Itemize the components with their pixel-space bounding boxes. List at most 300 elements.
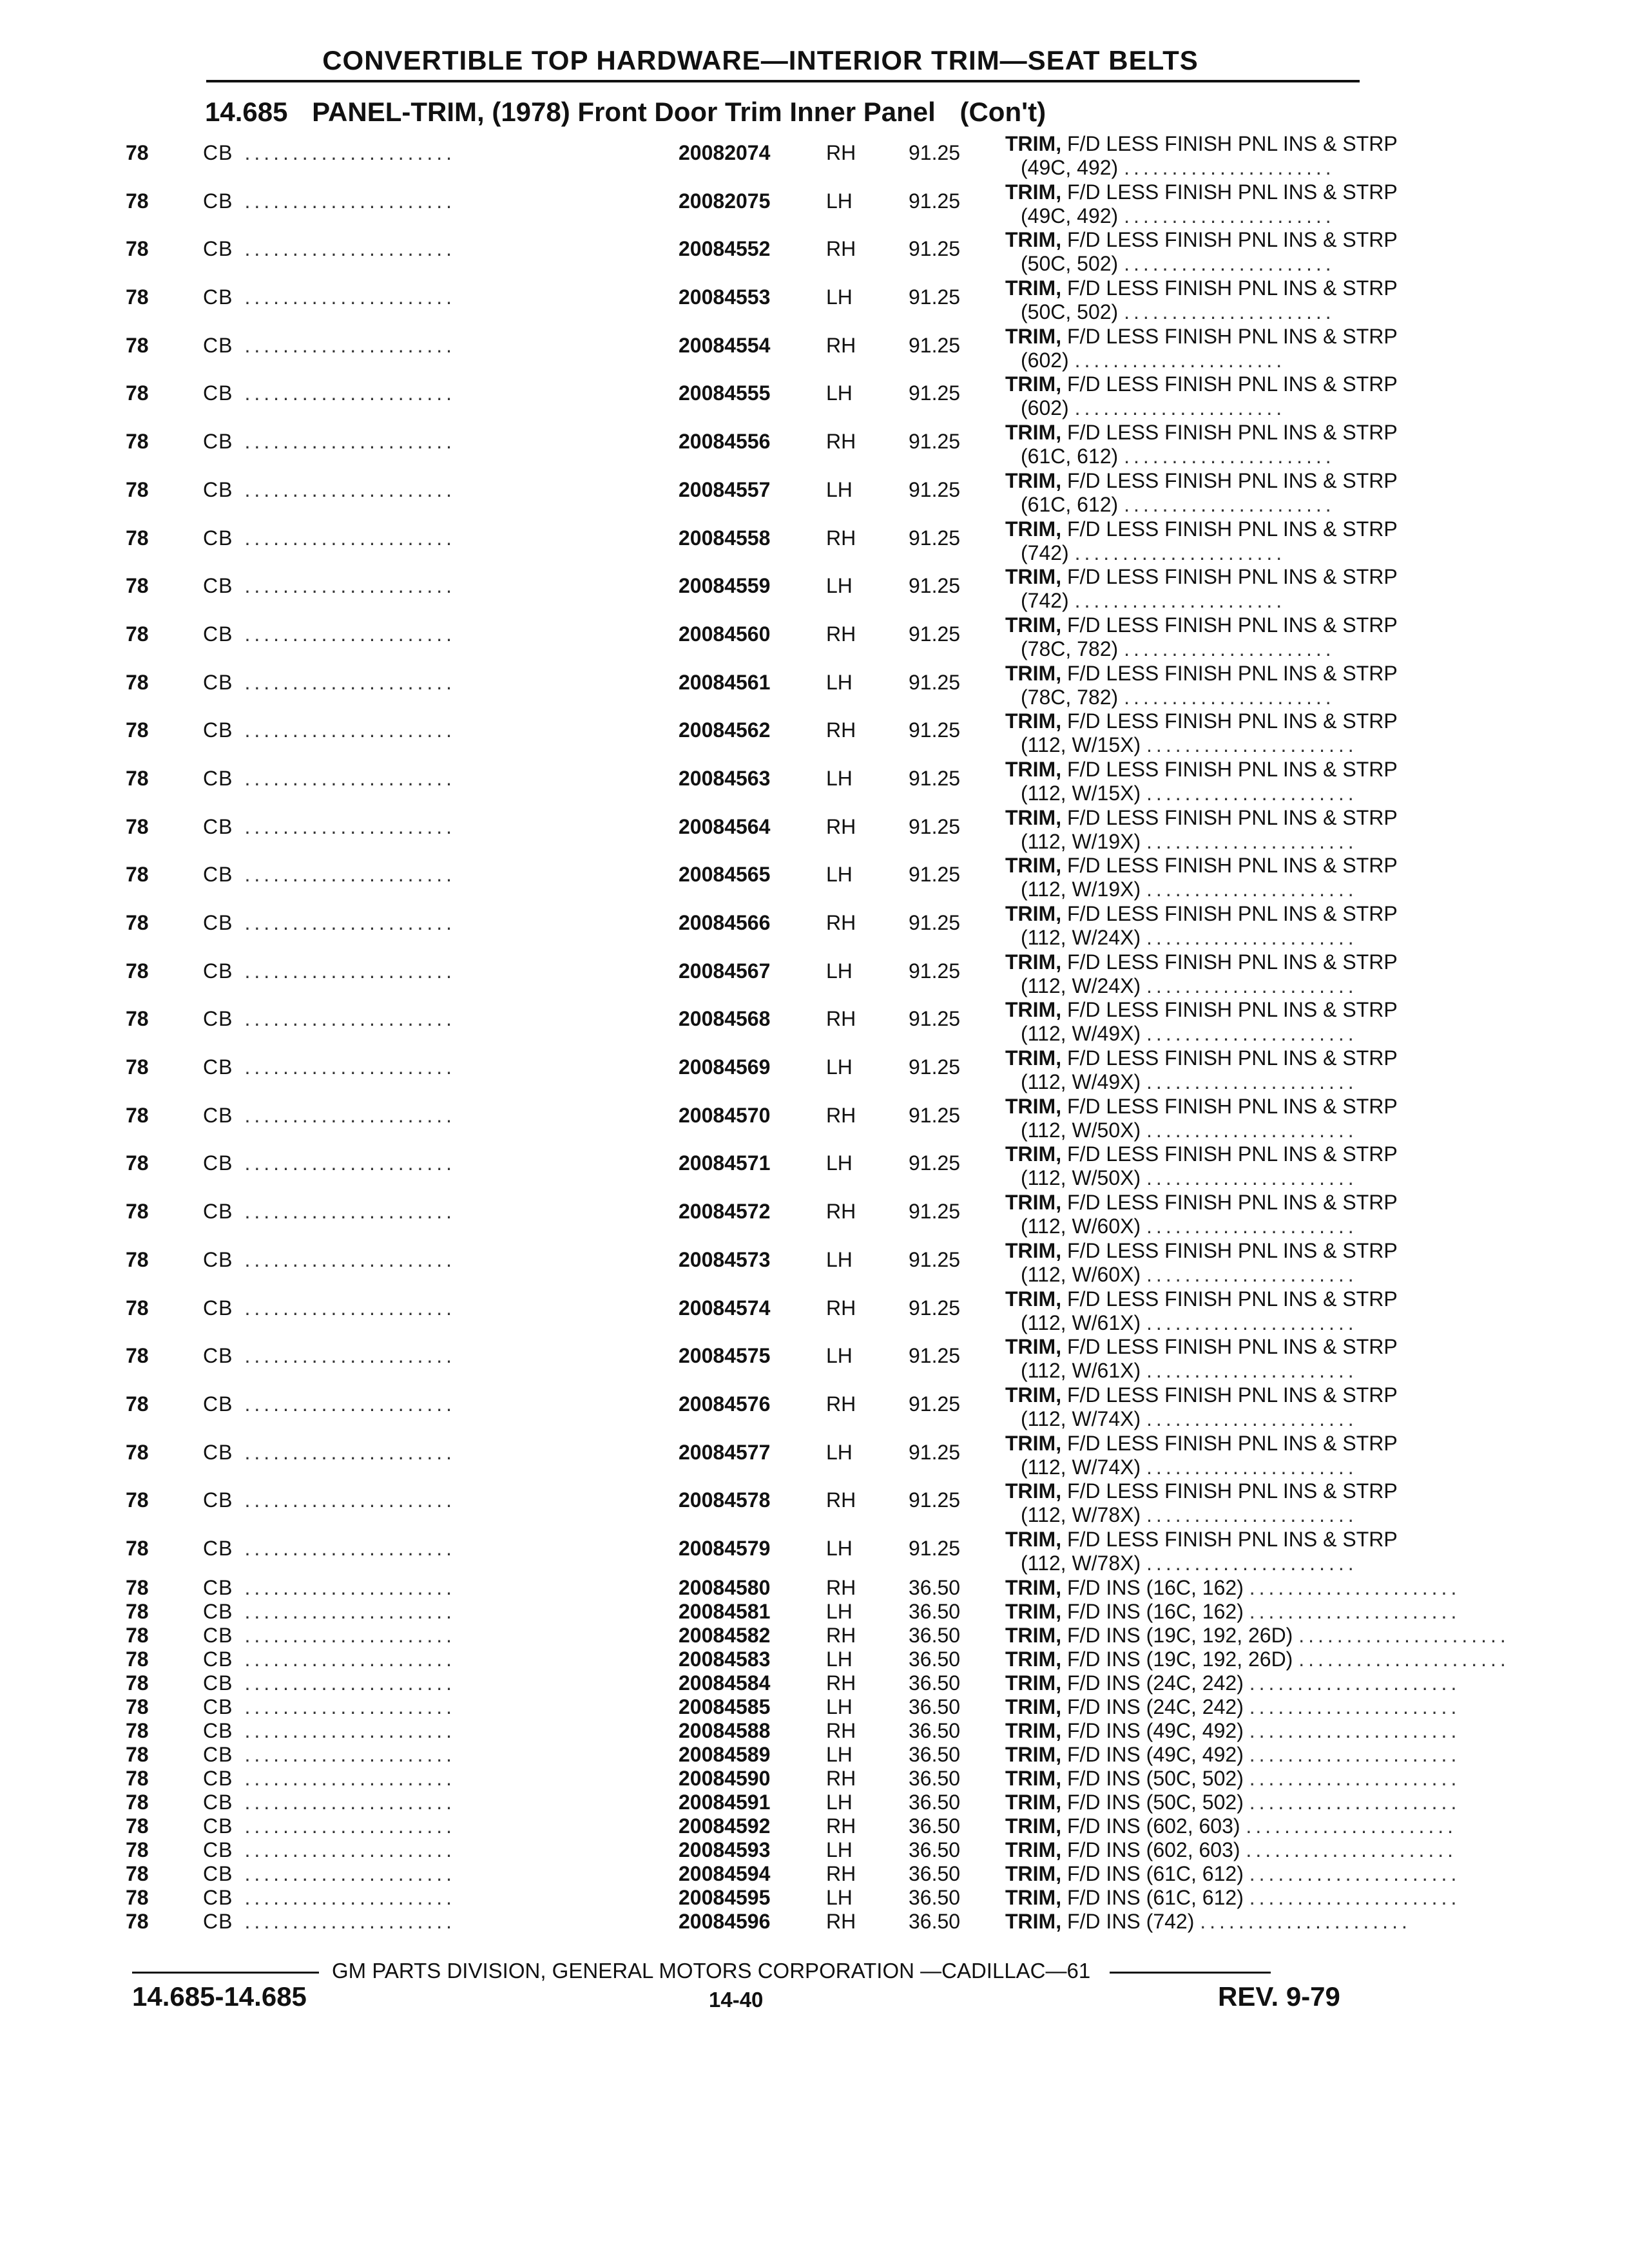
row-desc-text: F/D LESS FINISH PNL INS & STRP [1061,950,1398,974]
row-price: 91.25 [909,574,961,598]
row-description [883,372,1398,420]
footer-rule-left [132,1972,319,1974]
dot-leader: ...................... [244,477,456,501]
table-row [126,1287,1398,1336]
row-description [883,1647,1510,1671]
row-year: 78 [126,1007,149,1031]
table-row [126,1191,1398,1239]
row-desc-codes: (112, W/49X) [1021,1070,1141,1094]
row-description [883,1527,1398,1575]
section-title: PANEL-TRIM, (1978) Front Door Trim Inner Panel [312,97,936,127]
row-description [883,661,1398,709]
row-price: 91.25 [909,189,961,213]
dot-leader: ...................... [244,1861,456,1885]
dot-leader: ...................... [1124,685,1335,709]
row-desc-text: F/D INS (16C, 162) [1061,1575,1244,1599]
row-price: 91.25 [909,477,961,501]
table-row [126,902,1398,950]
row-desc-keyword: TRIM, [1005,902,1062,925]
row-desc-text: F/D INS (602, 603) [1061,1814,1240,1838]
row-desc-keyword: TRIM, [1005,372,1062,396]
row-part-number: 20084580 [679,1575,771,1599]
row-part-number: 20084584 [679,1671,771,1695]
row-side: RH [826,1007,856,1031]
footer-page-number: 14-40 [709,1988,764,2012]
row-part-number: 20084581 [679,1599,771,1623]
row-desc-codes: (112, W/60X) [1021,1262,1141,1286]
row-model: CB ...................... [203,1909,456,1933]
row-year: 78 [126,1055,149,1079]
row-desc-text: F/D LESS FINISH PNL INS & STRP [1061,805,1398,829]
row-model: CB ...................... [203,670,456,694]
dot-leader: ...................... [1146,1407,1358,1430]
row-desc-keyword: TRIM, [1005,517,1062,541]
row-part-number: 20084579 [679,1536,771,1560]
dot-leader: ...................... [1249,1790,1461,1814]
row-side: RH [826,814,856,838]
row-side: LH [826,863,853,887]
row-price: 36.50 [909,1647,961,1671]
row-description [883,757,1398,805]
row-desc-text: F/D INS (19C, 192, 26D) [1061,1647,1293,1671]
row-price: 91.25 [909,1344,961,1368]
dot-leader: ...................... [1146,1503,1358,1527]
row-desc-text: F/D LESS FINISH PNL INS & STRP [1061,1094,1398,1118]
row-side: RH [826,1814,856,1838]
row-description [883,1718,1461,1742]
dot-leader: ...................... [1146,1022,1358,1046]
dot-leader: ...................... [1124,252,1335,276]
row-year: 78 [126,766,149,790]
row-desc-codes: (61C, 612) [1021,492,1119,516]
row-side: LH [826,1344,853,1368]
dot-leader: ...................... [244,237,456,261]
table-row [126,324,1398,373]
row-year: 78 [126,1344,149,1368]
row-desc-keyword: TRIM, [1005,1814,1062,1838]
section-suffix: (Con't) [959,97,1046,127]
section-heading [205,97,1063,128]
dot-leader: ...................... [1249,1718,1461,1742]
row-part-number: 20084552 [679,237,771,261]
dot-leader: ...................... [244,1151,456,1175]
row-part-number: 20084577 [679,1440,771,1464]
row-desc-text: F/D LESS FINISH PNL INS & STRP [1061,1191,1398,1215]
row-price: 91.25 [909,718,961,742]
row-desc-codes: (112, W/15X) [1021,781,1141,805]
row-price: 36.50 [909,1742,961,1766]
row-year: 78 [126,189,149,213]
row-desc-text: F/D LESS FINISH PNL INS & STRP [1061,1431,1398,1455]
row-side: RH [826,1575,856,1599]
row-model: CB ...................... [203,814,456,838]
footer-revision: REV. 9-79 [1218,1981,1340,2012]
row-part-number: 20084593 [679,1838,771,1861]
row-description [883,276,1398,324]
row-year: 78 [126,622,149,646]
dot-leader: ...................... [244,189,456,213]
row-model: CB ...................... [203,285,456,309]
row-desc-codes: (602) [1021,396,1069,420]
row-desc-text: F/D LESS FINISH PNL INS & STRP [1061,468,1398,492]
dot-leader: ...................... [244,1671,456,1695]
footer-publisher-line [132,1959,1360,1983]
row-desc-keyword: TRIM, [1005,565,1062,589]
row-desc-text: F/D LESS FINISH PNL INS & STRP [1061,565,1398,589]
row-desc-keyword: TRIM, [1005,1383,1062,1407]
row-desc-keyword: TRIM, [1005,1335,1062,1359]
row-model: CB ...................... [203,477,456,501]
row-side: RH [826,333,856,357]
row-year: 78 [126,1718,149,1742]
dot-leader: ...................... [1124,156,1335,179]
row-model: CB ...................... [203,766,456,790]
row-desc-text: F/D LESS FINISH PNL INS & STRP [1061,132,1398,155]
row-side: RH [826,1488,856,1512]
row-model: CB ...................... [203,1200,456,1224]
dot-leader: ...................... [1146,974,1358,997]
row-side: RH [826,1296,856,1320]
row-description [883,1742,1461,1766]
row-description [883,1623,1510,1647]
row-side: LH [826,574,853,598]
row-description [883,950,1398,998]
row-desc-keyword: TRIM, [1005,950,1062,974]
row-model: CB ...................... [203,333,456,357]
row-price: 91.25 [909,959,961,983]
dot-leader: ...................... [1200,1909,1411,1933]
row-desc-codes: (112, W/78X) [1021,1551,1141,1575]
row-price: 91.25 [909,814,961,838]
dot-leader: ...................... [1146,1311,1358,1334]
row-year: 78 [126,237,149,261]
page-title: CONVERTIBLE TOP HARDWARE—INTERIOR TRIM—SEAT BELTS [322,45,1199,75]
row-desc-keyword: TRIM, [1005,854,1062,878]
row-year: 78 [126,1200,149,1224]
row-price: 36.50 [909,1599,961,1623]
dot-leader: ...................... [1074,396,1286,420]
row-side: LH [826,1695,853,1718]
row-description [883,228,1398,276]
row-price: 91.25 [909,381,961,405]
row-desc-codes: (112, W/50X) [1021,1118,1141,1142]
table-row [126,709,1398,758]
row-price: 91.25 [909,1151,961,1175]
row-year: 78 [126,1488,149,1512]
dot-leader: ...................... [244,1790,456,1814]
row-side: RH [826,1623,856,1647]
title-rule [206,80,1360,82]
row-price: 36.50 [909,1766,961,1790]
row-part-number: 20084557 [679,477,771,501]
dot-leader: ...................... [244,814,456,838]
row-year: 78 [126,1885,149,1909]
row-year: 78 [126,526,149,550]
dot-leader: ...................... [244,1103,456,1127]
dot-leader: ...................... [244,1247,456,1271]
row-description [883,421,1398,468]
row-desc-codes: (112, W/74X) [1021,1455,1141,1479]
row-year: 78 [126,959,149,983]
table-row [126,565,1398,613]
row-desc-codes: (112, W/74X) [1021,1407,1141,1430]
table-row [126,372,1398,421]
dot-leader: ...................... [1146,1359,1358,1383]
row-description [883,1383,1398,1431]
row-desc-text: F/D INS (61C, 612) [1061,1885,1244,1909]
row-side: LH [826,1647,853,1671]
dot-leader: ...................... [1249,1599,1461,1623]
row-desc-text: F/D LESS FINISH PNL INS & STRP [1061,276,1398,300]
row-price: 91.25 [909,622,961,646]
row-desc-codes: (50C, 502) [1021,252,1119,276]
row-description [883,1599,1461,1623]
table-row [126,1238,1398,1287]
table-row [126,421,1398,469]
row-year: 78 [126,1623,149,1647]
row-description [883,805,1398,854]
row-model: CB ...................... [203,1695,456,1718]
row-description [883,709,1398,757]
row-desc-codes: (112, W/15X) [1021,733,1141,757]
row-part-number: 20084559 [679,574,771,598]
row-model: CB ...................... [203,911,456,934]
row-part-number: 20084553 [679,285,771,309]
row-side: RH [826,911,856,934]
row-desc-keyword: TRIM, [1005,1909,1062,1933]
row-desc-text: F/D LESS FINISH PNL INS & STRP [1061,372,1398,396]
row-side: RH [826,1766,856,1790]
row-desc-text: F/D LESS FINISH PNL INS & STRP [1061,661,1398,685]
row-part-number: 20082074 [679,141,771,164]
row-part-number: 20084570 [679,1103,771,1127]
dot-leader: ...................... [244,1055,456,1079]
row-year: 78 [126,1599,149,1623]
row-desc-keyword: TRIM, [1005,805,1062,829]
row-desc-keyword: TRIM, [1005,1623,1062,1647]
row-side: LH [826,959,853,983]
row-part-number: 20084573 [679,1247,771,1271]
row-desc-text: F/D LESS FINISH PNL INS & STRP [1061,709,1398,733]
row-price: 91.25 [909,766,961,790]
dot-leader: ...................... [244,718,456,742]
row-desc-text: F/D LESS FINISH PNL INS & STRP [1061,180,1398,204]
row-side: LH [826,1599,853,1623]
table-row [126,1383,1398,1432]
row-description [883,1671,1461,1695]
row-description [883,1861,1461,1885]
row-model: CB ...................... [203,1861,456,1885]
row-desc-text: F/D LESS FINISH PNL INS & STRP [1061,1238,1398,1262]
row-price: 91.25 [909,430,961,454]
row-side: RH [826,1200,856,1224]
dot-leader: ...................... [244,959,456,983]
row-side: RH [826,430,856,454]
row-year: 78 [126,911,149,934]
row-year: 78 [126,1861,149,1885]
row-description [883,1238,1398,1287]
row-side: RH [826,1909,856,1933]
row-desc-codes: (50C, 502) [1021,300,1119,324]
row-desc-keyword: TRIM, [1005,709,1062,733]
row-desc-codes: (602) [1021,348,1069,372]
dot-leader: ...................... [244,1647,456,1671]
row-desc-keyword: TRIM, [1005,1790,1062,1814]
row-desc-codes: (112, W/61X) [1021,1311,1141,1334]
row-desc-keyword: TRIM, [1005,1431,1062,1455]
row-year: 78 [126,1814,149,1838]
row-desc-text: F/D LESS FINISH PNL INS & STRP [1061,228,1398,252]
row-desc-keyword: TRIM, [1005,613,1062,637]
row-price: 91.25 [909,333,961,357]
row-description [883,613,1398,661]
row-price: 91.25 [909,1536,961,1560]
dot-leader: ...................... [244,622,456,646]
row-description [883,1287,1398,1335]
table-row [126,1718,1461,1743]
row-desc-keyword: TRIM, [1005,1647,1062,1671]
section-number: 14.685 [205,97,288,127]
row-year: 78 [126,430,149,454]
table-row [126,1142,1398,1191]
row-part-number: 20084576 [679,1392,771,1416]
dot-leader: ...................... [1124,204,1335,227]
row-part-number: 20084583 [679,1647,771,1671]
row-part-number: 20084555 [679,381,771,405]
row-description [883,1191,1398,1238]
row-year: 78 [126,1909,149,1933]
row-model: CB ...................... [203,1742,456,1766]
dot-leader: ...................... [244,141,456,164]
row-part-number: 20084590 [679,1766,771,1790]
row-desc-codes: (112, W/60X) [1021,1215,1141,1238]
dot-leader: ...................... [1146,733,1358,757]
row-model: CB ...................... [203,381,456,405]
row-model: CB ...................... [203,1814,456,1838]
row-desc-codes: (78C, 782) [1021,637,1119,660]
row-year: 78 [126,863,149,887]
table-row [126,1479,1398,1528]
dot-leader: ...................... [1146,1262,1358,1286]
row-desc-codes: (742) [1021,541,1069,564]
row-desc-text: F/D LESS FINISH PNL INS & STRP [1061,1479,1398,1503]
row-desc-keyword: TRIM, [1005,180,1062,204]
row-part-number: 20084572 [679,1200,771,1224]
row-description [883,1695,1461,1718]
row-year: 78 [126,333,149,357]
row-year: 78 [126,814,149,838]
row-desc-text: F/D LESS FINISH PNL INS & STRP [1061,1287,1398,1311]
dot-leader: ...................... [1249,1885,1461,1909]
table-row [126,1527,1398,1576]
row-desc-text: F/D LESS FINISH PNL INS & STRP [1061,1527,1398,1551]
row-price: 91.25 [909,1247,961,1271]
row-model: CB ...................... [203,1536,456,1560]
row-description [883,1814,1458,1838]
row-part-number: 20084556 [679,430,771,454]
row-part-number: 20084564 [679,814,771,838]
dot-leader: ...................... [1124,300,1335,324]
dot-leader: ...................... [1146,1215,1358,1238]
row-part-number: 20084571 [679,1151,771,1175]
dot-leader: ...................... [244,1885,456,1909]
row-side: LH [826,1838,853,1861]
row-side: LH [826,1885,853,1909]
dot-leader: ...................... [1146,1118,1358,1142]
row-desc-keyword: TRIM, [1005,1599,1062,1623]
row-model: CB ...................... [203,1247,456,1271]
row-side: LH [826,1440,853,1464]
row-desc-codes: (61C, 612) [1021,445,1119,468]
row-side: RH [826,1861,856,1885]
row-year: 78 [126,1151,149,1175]
row-price: 36.50 [909,1695,961,1718]
dot-leader: ...................... [244,766,456,790]
row-desc-text: F/D LESS FINISH PNL INS & STRP [1061,324,1398,348]
row-model: CB ...................... [203,1392,456,1416]
row-year: 78 [126,1575,149,1599]
row-description [883,565,1398,613]
dot-leader: ...................... [244,1623,456,1647]
row-desc-codes: (49C, 492) [1021,156,1119,179]
row-price: 36.50 [909,1623,961,1647]
dot-leader: ...................... [244,863,456,887]
row-desc-codes: (78C, 782) [1021,685,1119,709]
row-side: LH [826,1790,853,1814]
row-model: CB ...................... [203,1599,456,1623]
dot-leader: ...................... [244,1718,456,1742]
row-description [883,1575,1461,1599]
row-desc-keyword: TRIM, [1005,132,1062,155]
row-price: 91.25 [909,1055,961,1079]
row-side: LH [826,381,853,405]
row-description [883,132,1398,180]
row-price: 91.25 [909,1440,961,1464]
dot-leader: ...................... [244,1909,456,1933]
row-model: CB ...................... [203,141,456,164]
dot-leader: ...................... [1249,1766,1461,1790]
row-price: 91.25 [909,1392,961,1416]
row-price: 91.25 [909,141,961,164]
row-desc-keyword: TRIM, [1005,228,1062,252]
row-desc-text: F/D LESS FINISH PNL INS & STRP [1061,613,1398,637]
dot-leader: ...................... [244,1575,456,1599]
table-row [126,613,1398,662]
row-price: 91.25 [909,237,961,261]
row-price: 36.50 [909,1790,961,1814]
row-model: CB ...................... [203,622,456,646]
row-part-number: 20084561 [679,670,771,694]
table-row [126,1623,1510,1648]
row-year: 78 [126,1440,149,1464]
dot-leader: ...................... [244,526,456,550]
table-row [126,1094,1398,1143]
row-price: 91.25 [909,526,961,550]
row-model: CB ...................... [203,1623,456,1647]
row-model: CB ...................... [203,863,456,887]
row-description [883,324,1398,372]
row-part-number: 20084567 [679,959,771,983]
dot-leader: ...................... [1146,1455,1358,1479]
row-price: 36.50 [909,1885,961,1909]
row-model: CB ...................... [203,1838,456,1861]
dot-leader: ...................... [1249,1861,1461,1885]
row-description [883,1335,1398,1383]
row-description [883,1094,1398,1142]
row-side: LH [826,1536,853,1560]
row-part-number: 20084563 [679,766,771,790]
row-description [883,1142,1398,1190]
